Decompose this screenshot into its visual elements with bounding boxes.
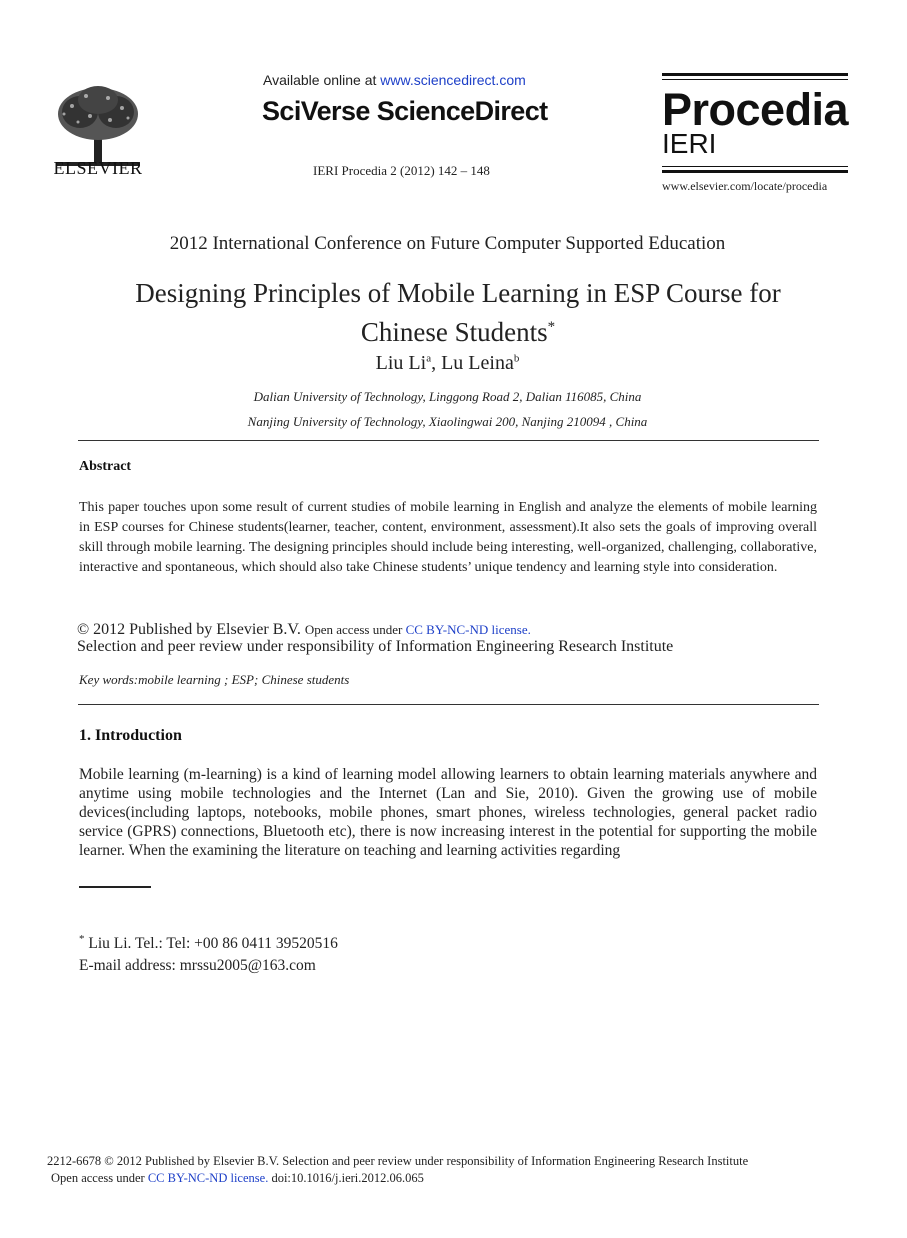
license-link[interactable]: CC BY-NC-ND license.	[405, 622, 531, 637]
logo-rule	[662, 79, 848, 80]
copyright-line	[77, 621, 531, 639]
title-footnote-mark[interactable]: *	[547, 319, 556, 335]
footer-open-access: Open access under	[51, 1171, 148, 1185]
affiliation-b: Nanjing University of Technology, Xiaolingwai 200, Nanjing 210094 , China	[247, 414, 648, 429]
sciencedirect-link[interactable]: www.sciencedirect.com	[380, 72, 526, 88]
title-line-1: Designing Principles of Mobile Learning in ESP Course for	[135, 278, 781, 308]
logo-rule	[662, 166, 848, 167]
logo-rule	[662, 170, 848, 173]
footer-license-link[interactable]: CC BY-NC-ND license.	[147, 1171, 269, 1185]
abstract-heading: Abstract	[79, 459, 132, 474]
footnote-contact	[79, 933, 338, 953]
elsevier-wordmark: ELSEVIER	[53, 158, 143, 178]
paper-title	[100, 276, 816, 349]
copyright-text: © 2012 Published by Elsevier B.V.	[77, 621, 305, 638]
procedia-logo	[662, 73, 848, 173]
peer-review-line: Selection and peer review under responsibility of Information Engineering Research Institute	[77, 638, 674, 655]
available-online	[263, 72, 526, 88]
journal-url[interactable]: www.elsevier.com/locate/procedia	[662, 179, 828, 193]
author-1-affil: a	[426, 352, 432, 365]
journal-name: Procedia	[662, 84, 849, 135]
available-prefix: Available online at	[263, 72, 381, 88]
footnote-phone: Liu Li. Tel.: Tel: +00 86 0411 39520516	[84, 935, 338, 953]
author-list	[0, 352, 895, 375]
author-2: Lu Leina	[441, 352, 514, 374]
footer-license	[51, 1171, 424, 1186]
introduction-heading: 1. Introduction	[79, 727, 182, 744]
journal-reference: IERI Procedia 2 (2012) 142 – 148	[313, 163, 490, 178]
author-2-affil: b	[513, 352, 520, 365]
footer-issn: 2212-6678 © 2012 Published by Elsevier B.V. Selection and peer review under responsibility of Information Engineering Research Institute	[47, 1154, 749, 1168]
affiliation-a: Dalian University of Technology, Linggong Road 2, Dalian 116085, China	[253, 389, 642, 404]
journal-sub: IERI	[662, 128, 717, 159]
footer-doi: doi:10.1016/j.ieri.2012.06.065	[268, 1171, 424, 1185]
conference-name: 2012 International Conference on Future Computer Supported Education	[169, 233, 726, 254]
logo-rule	[662, 73, 848, 76]
footnote-mark: *	[79, 933, 85, 945]
introduction-body: Mobile learning (m-learning) is a kind of learning model allowing learners to obtain learning materials anywhere and anytime using mobile technologies and the Internet (Lan and Sie, 2010). Given the growing use of mobile devices(including laptops, notebooks, mobile phones, smart phones, wireless technologies, general packet radio service (GPRS) connections, Bluetooth etc), there is now increasing interest in the potential for supporting the mobile learner. When the examining the literature on teaching and learning activities regarding	[79, 766, 817, 859]
footnote-email: E-mail address: mrssu2005@163.com	[79, 957, 316, 974]
divider	[78, 440, 819, 441]
title-line-2: Chinese Students	[360, 317, 548, 347]
author-1: Liu Li	[375, 352, 427, 374]
keywords: Key words:mobile learning ; ESP; Chinese students	[79, 672, 350, 687]
author-separator: ,	[431, 352, 442, 374]
abstract-body: This paper touches upon some result of current studies of mobile learning in English and analyze the elements of mobile learning in ESP courses for Chinese students(learner, teacher, content, environment, assessment).It also sets the goals of improving overall skill through mobile learning. The designing principles should include being interesting, well-organized, challenging, collaborative, interactive and spontaneous, which should also take Chinese students’ unique tendency and learning style into consideration.	[79, 500, 817, 575]
platform-title: SciVerse ScienceDirect	[262, 96, 548, 126]
open-access-text: Open access under	[304, 622, 406, 637]
footnote-rule	[79, 886, 151, 888]
divider	[78, 704, 819, 705]
